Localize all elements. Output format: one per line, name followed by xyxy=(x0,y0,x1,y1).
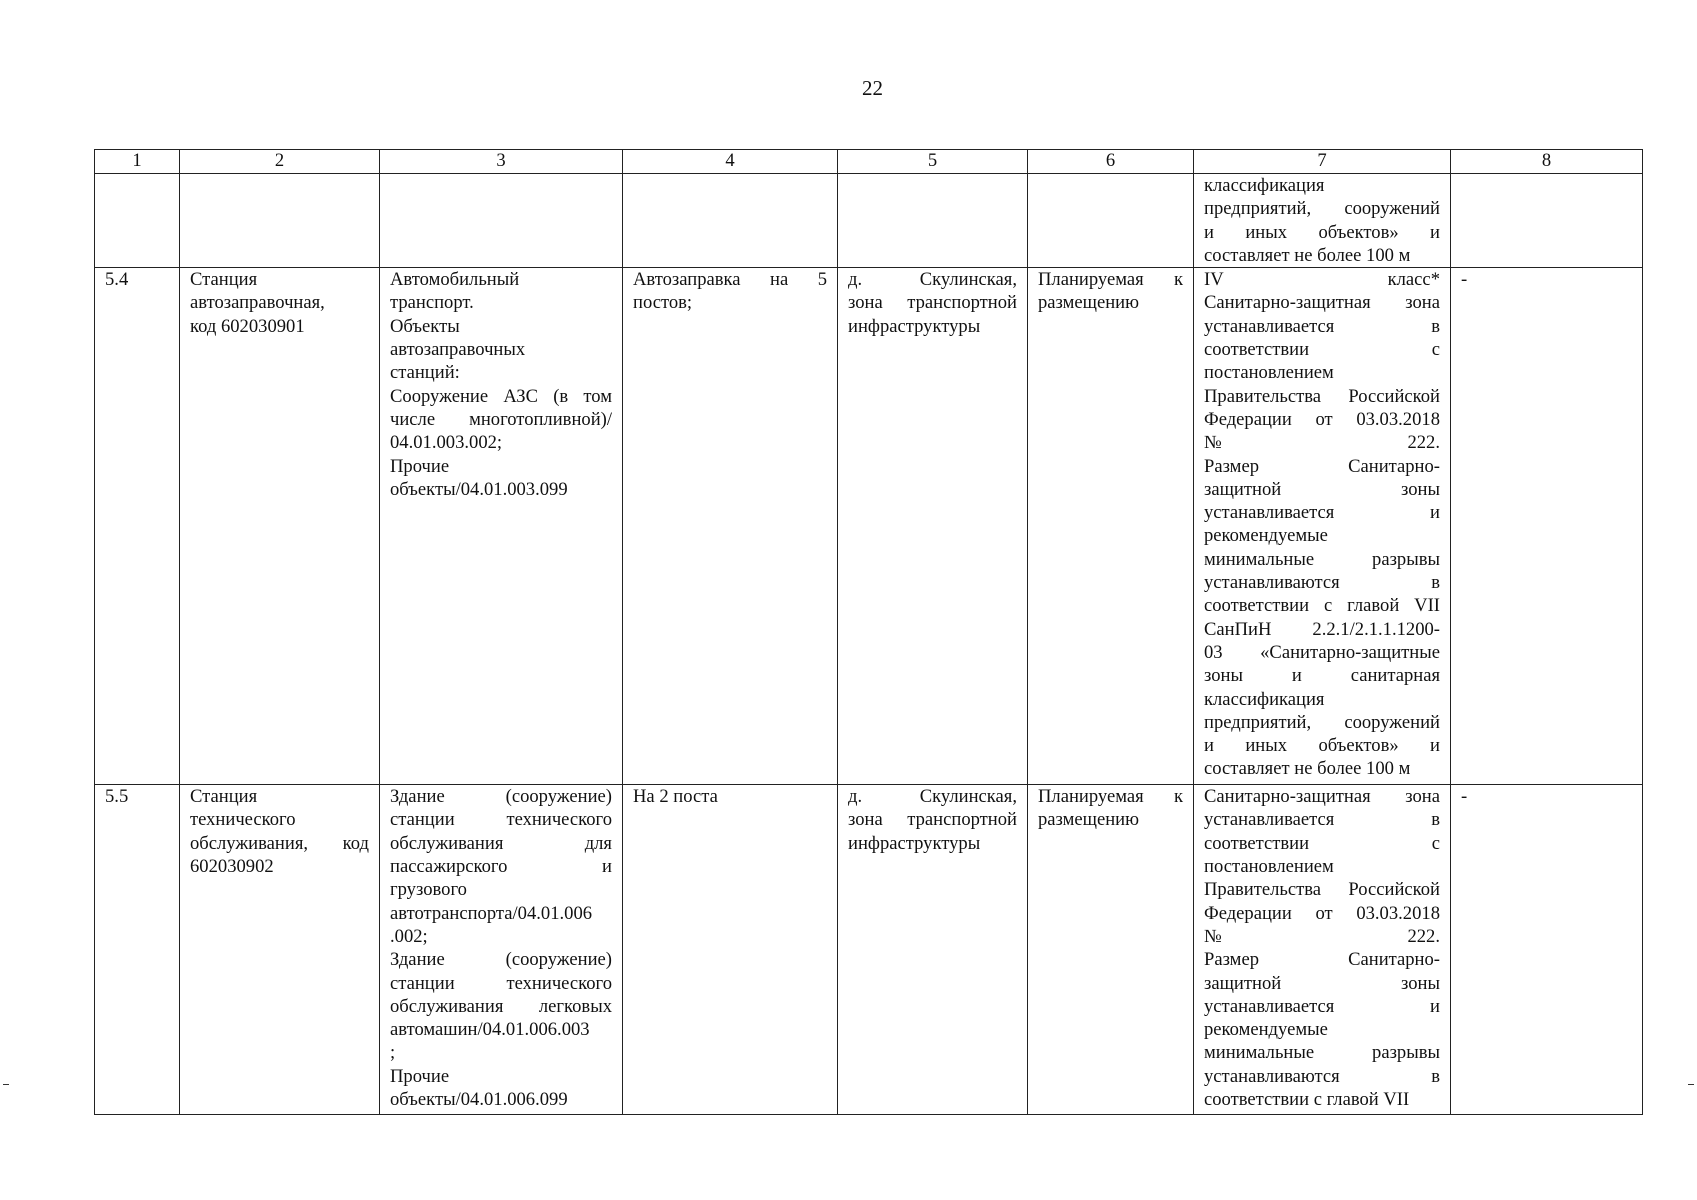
cell-line: 602030902 xyxy=(190,856,274,878)
cell-line: транспорт. xyxy=(390,292,474,314)
cell-characteristics xyxy=(623,785,838,1115)
cell-line: соответствии с xyxy=(1204,832,1440,854)
cell-line: постановлением xyxy=(1204,362,1334,384)
cell-line: Здание (сооружение) xyxy=(390,786,612,808)
cell-line: .002; xyxy=(390,925,428,947)
cell-line: Объекты xyxy=(390,315,460,337)
cell-line: Федерации от 03.03.2018 xyxy=(1204,902,1440,924)
cell-line: Размер Санитарно- xyxy=(1204,455,1440,477)
cell-line: устанавливается в xyxy=(1204,809,1440,831)
scan-edge-mark xyxy=(1688,1084,1694,1085)
cell-line: объекты/04.01.006.099 xyxy=(390,1089,568,1111)
cell-line: Планируемая к xyxy=(1038,269,1183,291)
cell-line: устанавливается и xyxy=(1204,502,1440,524)
cell-line: зона транспортной xyxy=(848,809,1017,831)
cell-zone-description xyxy=(1194,174,1451,268)
cell-line: д. Скулинская, xyxy=(848,269,1017,291)
cell-line: автомашин/04.01.006.003 xyxy=(390,1019,590,1041)
document-table xyxy=(94,149,1643,1115)
cell-object-type xyxy=(380,268,623,785)
scan-edge-mark xyxy=(3,1084,9,1085)
cell-line: технического xyxy=(190,809,296,831)
column-header: 6 xyxy=(1028,150,1194,174)
cell-zone-description xyxy=(1194,268,1451,785)
cell-line: № 222. xyxy=(1204,925,1440,947)
cell-line: устанавливается и xyxy=(1204,995,1440,1017)
header-row xyxy=(95,150,1643,174)
cell-line: станций: xyxy=(390,362,460,384)
cell-line: д. Скулинская, xyxy=(848,786,1017,808)
cell-object-type xyxy=(380,785,623,1115)
cell-line: 04.01.003.002; xyxy=(390,432,503,454)
cell-line: IV класс* xyxy=(1204,269,1440,291)
cell-line: На 2 поста xyxy=(633,786,718,808)
cell-line: Автомобильный xyxy=(390,269,520,291)
cell-line: размещению xyxy=(1038,809,1140,831)
table-row xyxy=(95,268,1643,785)
cell-line: Прочие xyxy=(390,455,450,477)
cell-note: - xyxy=(1451,785,1643,1115)
column-header: 4 xyxy=(623,150,838,174)
cell-line: предприятий, сооружений xyxy=(1204,198,1440,220)
cell-status xyxy=(1028,785,1194,1115)
cell-line: устанавливается в xyxy=(1204,315,1440,337)
cell-object-type xyxy=(380,174,623,268)
cell-line: рекомендуемые xyxy=(1204,525,1328,547)
cell-line: Планируемая к xyxy=(1038,786,1183,808)
cell-number: 5.4 xyxy=(95,268,180,785)
cell-line: обслуживания, код xyxy=(190,832,369,854)
column-header: 8 xyxy=(1451,150,1643,174)
cell-line: устанавливаются в xyxy=(1204,572,1440,594)
cell-line: минимальные разрывы xyxy=(1204,548,1440,570)
cell-characteristics xyxy=(623,268,838,785)
cell-line: соответствии с главой VII xyxy=(1204,1089,1410,1111)
cell-line: соответствии с главой VII xyxy=(1204,595,1440,617)
cell-line: Федерации от 03.03.2018 xyxy=(1204,408,1440,430)
column-header: 2 xyxy=(180,150,380,174)
cell-line: составляет не более 100 м xyxy=(1204,244,1411,266)
cell-line: Размер Санитарно- xyxy=(1204,949,1440,971)
cell-line: 03 «Санитарно-защитные xyxy=(1204,641,1440,663)
cell-line: № 222. xyxy=(1204,432,1440,454)
cell-location xyxy=(838,785,1028,1115)
cell-line: Санитарно-защитная зона xyxy=(1204,786,1440,808)
cell-line: грузового xyxy=(390,879,467,901)
cell-line: инфраструктуры xyxy=(848,832,981,854)
cell-location xyxy=(838,268,1028,785)
cell-line: размещению xyxy=(1038,292,1140,314)
cell-line: постановлением xyxy=(1204,856,1334,878)
cell-line: защитной зоны xyxy=(1204,972,1440,994)
cell-note xyxy=(1451,174,1643,268)
cell-line: зона транспортной xyxy=(848,292,1017,314)
column-header: 5 xyxy=(838,150,1028,174)
cell-note: - xyxy=(1451,268,1643,785)
cell-number xyxy=(95,174,180,268)
cell-line: станции технического xyxy=(390,972,612,994)
page-number: 22 xyxy=(862,76,883,100)
cell-line: устанавливаются в xyxy=(1204,1065,1440,1087)
cell-line: ; xyxy=(390,1042,396,1064)
cell-line: обслуживания для xyxy=(390,832,612,854)
cell-zone-description xyxy=(1194,785,1451,1115)
table-row xyxy=(95,174,1643,268)
cell-line: Автозаправка на 5 xyxy=(633,269,827,291)
cell-line: Правительства Российской xyxy=(1204,879,1440,901)
column-header: 3 xyxy=(380,150,623,174)
cell-line: классификация xyxy=(1204,175,1325,196)
cell-line: Прочие xyxy=(390,1065,450,1087)
cell-status xyxy=(1028,268,1194,785)
cell-line: обслуживания легковых xyxy=(390,995,612,1017)
cell-line: автотранспорта/04.01.006 xyxy=(390,902,593,924)
cell-object-name xyxy=(180,174,380,268)
cell-line: Сооружение АЗС (в том xyxy=(390,385,612,407)
cell-line: и иных объектов» и xyxy=(1204,735,1440,757)
cell-line: рекомендуемые xyxy=(1204,1019,1328,1041)
cell-line: Здание (сооружение) xyxy=(390,949,612,971)
cell-line: Станция xyxy=(190,786,258,808)
cell-line: объекты/04.01.003.099 xyxy=(390,478,568,500)
cell-object-name xyxy=(180,785,380,1115)
column-header: 7 xyxy=(1194,150,1451,174)
cell-line: станции технического xyxy=(390,809,612,831)
cell-location xyxy=(838,174,1028,268)
cell-line: пассажирского и xyxy=(390,856,612,878)
cell-line: предприятий, сооружений xyxy=(1204,711,1440,733)
cell-line: зоны и санитарная xyxy=(1204,665,1440,687)
cell-line: минимальные разрывы xyxy=(1204,1042,1440,1064)
cell-line: постов; xyxy=(633,292,693,314)
cell-line: инфраструктуры xyxy=(848,315,981,337)
column-header: 1 xyxy=(95,150,180,174)
cell-line: составляет не более 100 м xyxy=(1204,758,1411,780)
cell-line: классификация xyxy=(1204,688,1325,710)
cell-line: Санитарно-защитная зона xyxy=(1204,292,1440,314)
cell-line: код 602030901 xyxy=(190,315,305,337)
cell-line: защитной зоны xyxy=(1204,478,1440,500)
cell-line: и иных объектов» и xyxy=(1204,221,1440,243)
cell-line: числе многотопливной)/ xyxy=(390,408,612,430)
cell-line: автозаправочных xyxy=(390,339,526,361)
cell-line: Станция xyxy=(190,269,258,291)
cell-object-name xyxy=(180,268,380,785)
cell-number: 5.5 xyxy=(95,785,180,1115)
cell-characteristics xyxy=(623,174,838,268)
cell-line: Правительства Российской xyxy=(1204,385,1440,407)
table-row xyxy=(95,785,1643,1115)
cell-line: СанПиН 2.2.1/2.1.1.1200- xyxy=(1204,618,1440,640)
cell-line: автозаправочная, xyxy=(190,292,325,314)
cell-line: соответствии с xyxy=(1204,339,1440,361)
cell-status xyxy=(1028,174,1194,268)
